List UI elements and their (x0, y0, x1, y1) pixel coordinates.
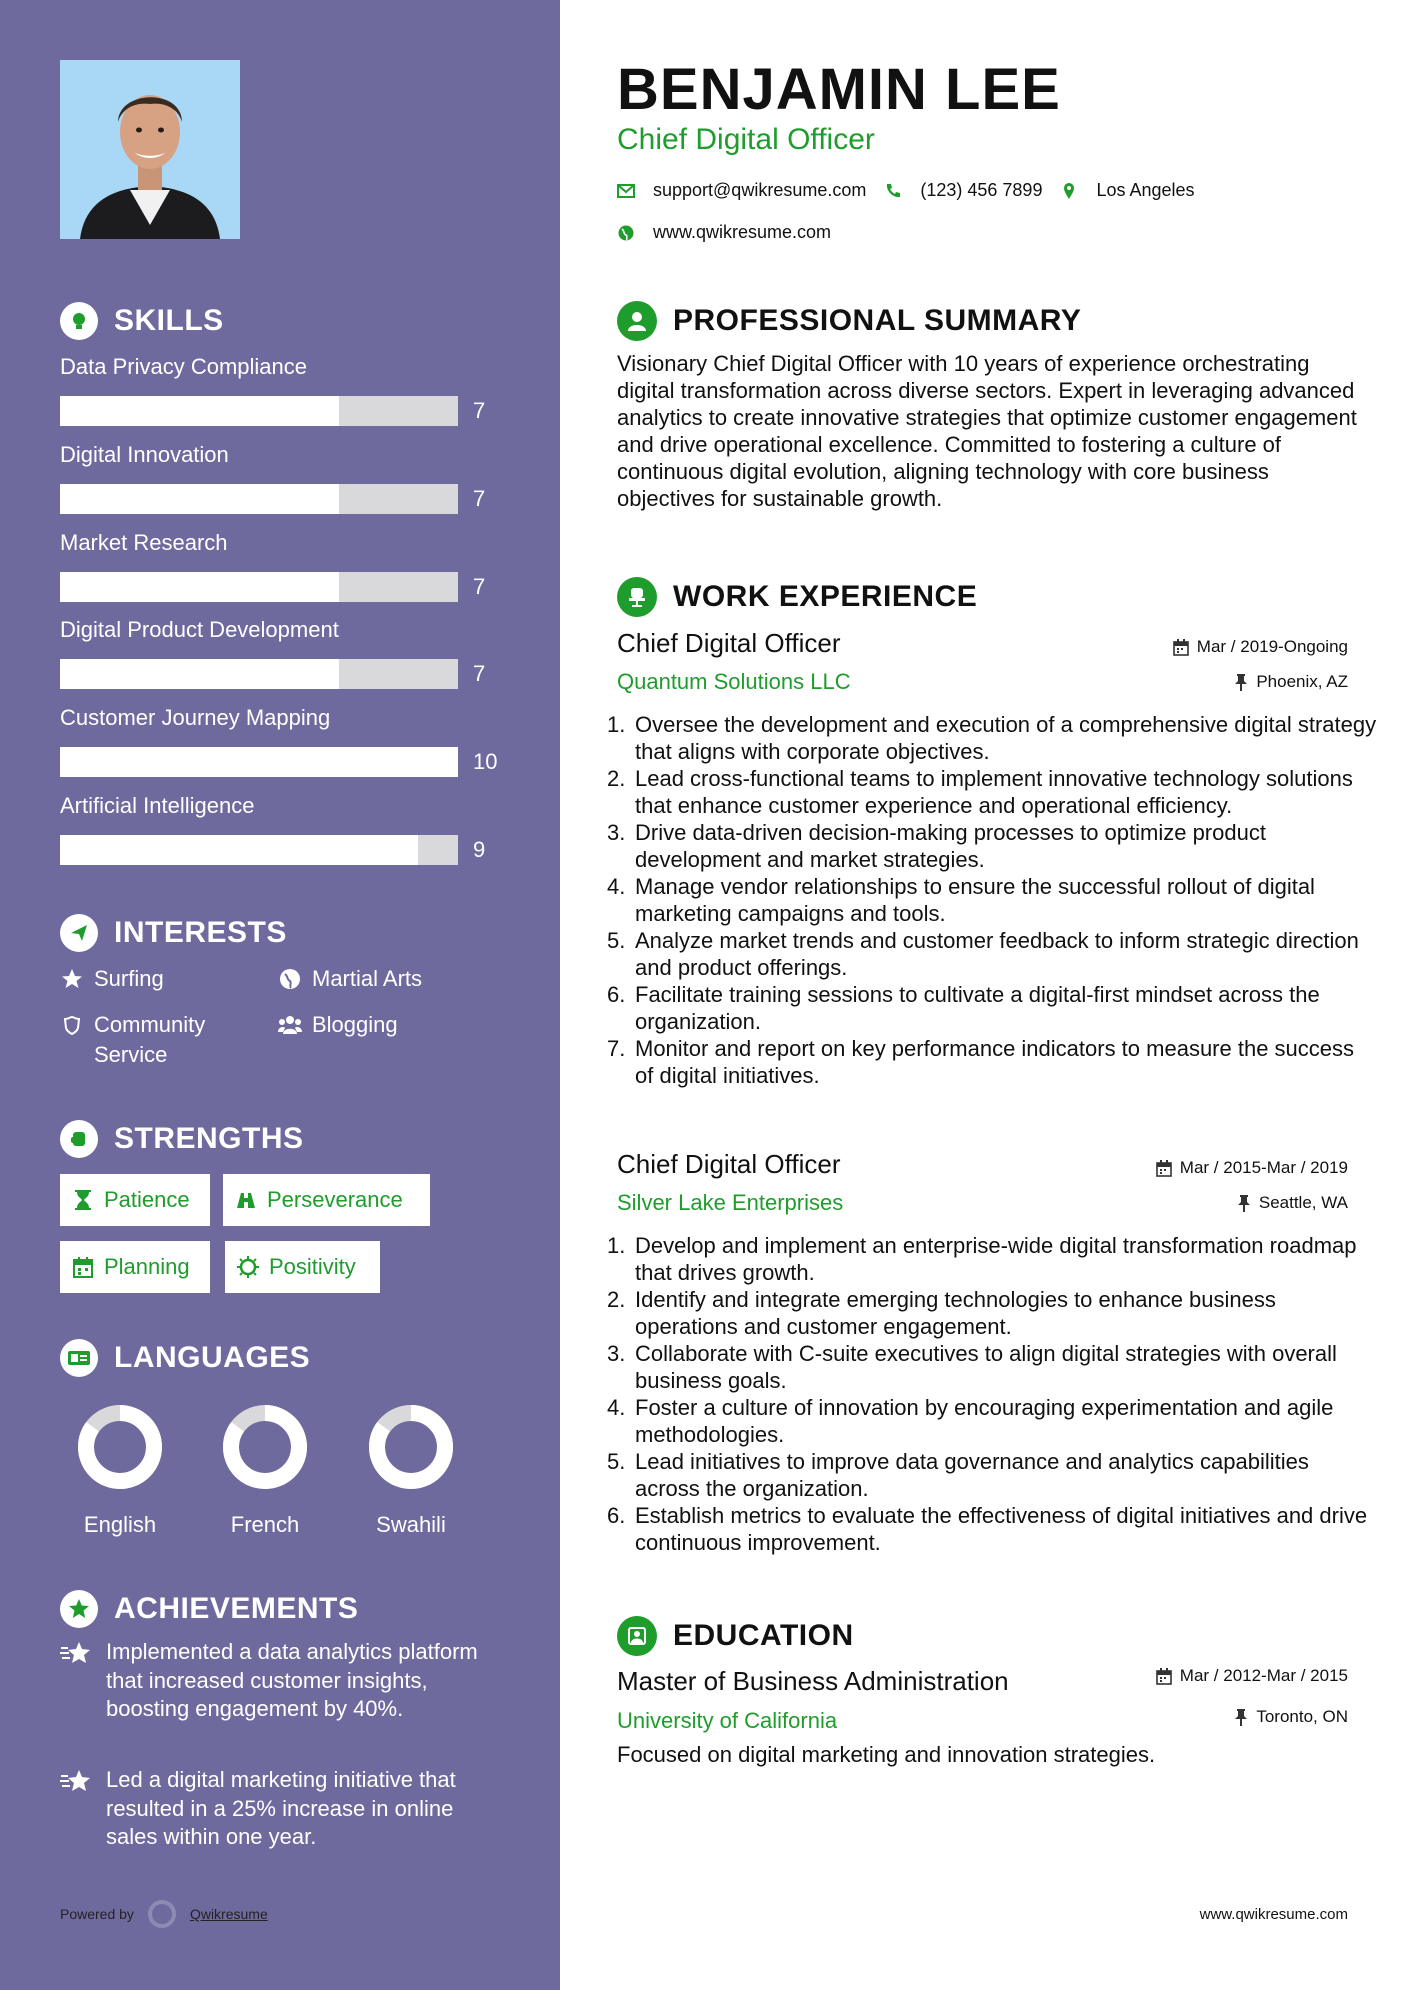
calendar-icon (72, 1256, 94, 1278)
powered-by-label: Powered by (60, 1906, 134, 1922)
education-school: University of California (617, 1708, 838, 1733)
achievement-text: Implemented a data analytics platform that increased customer insights, boosting engagement by 40%. (106, 1639, 478, 1721)
sun-icon (237, 1256, 259, 1278)
achievement-item (60, 1638, 500, 1724)
skill-value: 7 (473, 486, 486, 511)
duty-item (607, 981, 1377, 1035)
skill-item (60, 352, 500, 426)
interests-heading-text: INTERESTS (114, 916, 287, 949)
medal-star-icon (60, 1766, 92, 1852)
duty-text: Establish metrics to evaluate the effectiveness of digital initiatives and drive continuous improvement. (635, 1503, 1368, 1555)
language-level-ring (220, 1402, 310, 1492)
job-dates-text: Mar / 2019-Ongoing (1196, 637, 1348, 656)
duty-number: 1. (607, 1233, 626, 1258)
skill-item (60, 791, 500, 865)
experience-heading-text: WORK EXPERIENCE (673, 580, 978, 613)
skill-bar (60, 659, 500, 689)
shield-icon (60, 1010, 84, 1040)
experience-heading (617, 577, 977, 617)
skill-bar-track (60, 484, 458, 514)
job-location-text: Phoenix, AZ (1256, 672, 1348, 691)
job-dates (1173, 637, 1348, 657)
duty-text: Monitor and report on key performance indicators to measure the success of digital initiatives. (635, 1036, 1355, 1088)
briefcase-chair-icon (617, 577, 657, 617)
skill-bar (60, 835, 500, 865)
profile-photo (60, 60, 240, 239)
duty-number: 5. (607, 928, 626, 953)
job-title: Chief Digital Officer (617, 1149, 841, 1179)
contact-location: Los Angeles (1096, 180, 1195, 200)
duty-item (607, 1448, 1377, 1502)
duty-number: 6. (607, 982, 626, 1007)
strength-badge (60, 1241, 210, 1293)
globe-icon (617, 224, 635, 242)
map-pin-icon (1060, 182, 1078, 200)
job-location-text: Seattle, WA (1258, 1193, 1348, 1212)
interest-label: Community Service (94, 1012, 206, 1067)
duty-number: 6. (607, 1503, 626, 1528)
duty-text: Foster a culture of innovation by encouraging experimentation and agile methodologies. (635, 1395, 1334, 1447)
skill-item (60, 615, 500, 689)
interest-item (60, 964, 164, 994)
skill-item (60, 528, 500, 602)
duty-item (607, 1340, 1377, 1394)
skill-name: Market Research (60, 530, 228, 555)
duty-item (607, 873, 1377, 927)
job-location (1237, 1193, 1348, 1213)
strengths-heading-text: STRENGTHS (114, 1122, 304, 1155)
calendar-icon (1156, 1160, 1172, 1177)
skill-bar (60, 572, 500, 602)
skill-value: 7 (473, 574, 486, 599)
skill-bar-fill (60, 572, 339, 602)
languages-heading (60, 1339, 310, 1377)
duty-item (607, 1394, 1377, 1448)
duty-text: Facilitate training sessions to cultivate a digital-first mindset across the organization. (635, 982, 1320, 1034)
skill-value: 7 (473, 661, 486, 686)
duty-text: Analyze market trends and customer feedback to inform strategic direction and product offerings. (635, 928, 1359, 980)
education-heading (617, 1616, 854, 1656)
graduation-icon (617, 1616, 657, 1656)
skill-name: Data Privacy Compliance (60, 354, 307, 379)
calendar-icon (1156, 1668, 1172, 1685)
paper-plane-icon (60, 914, 98, 952)
skill-item (60, 703, 500, 777)
sidebar (0, 0, 560, 1990)
contact-phone[interactable]: (123) 456 7899 (920, 180, 1043, 200)
duty-item (607, 1232, 1377, 1286)
language-item (356, 1402, 466, 1538)
skills-heading (60, 302, 224, 340)
pushpin-icon (1234, 1708, 1248, 1726)
contact-website[interactable]: www.qwikresume.com (653, 222, 832, 242)
language-level-ring (75, 1402, 165, 1492)
duty-text: Lead cross-functional teams to implement innovative technology solutions that enhance customer experience and operational efficiency. (635, 766, 1353, 818)
calendar-icon (1173, 639, 1189, 656)
duty-text: Identify and integrate emerging technologies to enhance business operations and customer engagement. (635, 1287, 1276, 1339)
fist-icon (60, 1120, 98, 1158)
education-heading-text: EDUCATION (673, 1619, 854, 1652)
envelope-icon (617, 182, 635, 200)
skill-bar (60, 484, 500, 514)
skill-bar-track (60, 396, 458, 426)
duty-text: Lead initiatives to improve data governance and analytics capabilities across the organization. (635, 1449, 1309, 1501)
summary-heading-text: PROFESSIONAL SUMMARY (673, 304, 1082, 337)
powered-by (60, 1900, 268, 1928)
job-duties-list (607, 711, 1377, 1089)
achievement-item (60, 1766, 500, 1852)
duty-number: 2. (607, 1287, 626, 1312)
award-star-icon (60, 1590, 98, 1628)
medal-star-icon (60, 1638, 92, 1724)
interest-label: Martial Arts (312, 966, 423, 991)
pushpin-icon (1234, 673, 1248, 691)
skill-name: Customer Journey Mapping (60, 705, 331, 730)
skill-bar-track (60, 572, 458, 602)
language-level-ring (366, 1402, 456, 1492)
education-dates (1156, 1666, 1348, 1686)
contact-email[interactable]: support@qwikresume.com (653, 180, 867, 200)
language-name: French (230, 1512, 300, 1537)
globe-icon (278, 964, 302, 994)
interest-label: Blogging (312, 1012, 398, 1037)
job-company: Silver Lake Enterprises (617, 1190, 844, 1215)
strength-badge (60, 1174, 210, 1226)
duty-item (607, 1502, 1377, 1556)
skill-name: Digital Innovation (60, 442, 229, 467)
skill-bar-track (60, 835, 458, 865)
languages-heading-text: LANGUAGES (114, 1341, 311, 1374)
language-name: Swahili (376, 1512, 446, 1537)
summary-text: Visionary Chief Digital Officer with 10 years of experience orchestrating digital transformation across diverse sectors. Expert in leveraging advanced analytics to create innovative strategies that optimize customer engagement and drive operational excellence. Committed to fostering a culture of continuous digital evolution, aligning technology with core business objectives for sustainable growth. (617, 351, 1357, 511)
duty-text: Collaborate with C-suite executives to align digital strategies with overall business goals. (635, 1341, 1337, 1393)
binoculars-icon (235, 1189, 257, 1211)
achievements-heading (60, 1590, 358, 1628)
skill-bar-fill (60, 659, 339, 689)
footer-url[interactable]: www.qwikresume.com (1199, 1906, 1348, 1923)
duty-text: Manage vendor relationships to ensure the successful rollout of digital marketing campaigns and tools. (635, 874, 1315, 926)
duty-text: Oversee the development and execution of a comprehensive digital strategy that aligns with corporate objectives. (635, 712, 1377, 764)
skill-value: 7 (473, 398, 486, 423)
interest-label: Surfing (94, 966, 164, 991)
lightbulb-icon (60, 302, 98, 340)
job-location (1234, 672, 1348, 692)
strength-label: Positivity (269, 1254, 356, 1279)
person-title: Chief Digital Officer (617, 123, 875, 156)
duty-text: Develop and implement an enterprise-wide digital transformation roadmap that drives growth. (635, 1233, 1357, 1285)
language-item (210, 1402, 320, 1538)
education-description: Focused on digital marketing and innovation strategies. (617, 1742, 1156, 1767)
duty-item (607, 1286, 1377, 1340)
duty-number: 2. (607, 766, 626, 791)
job-duties-list (607, 1232, 1377, 1556)
duty-number: 4. (607, 874, 626, 899)
duty-number: 4. (607, 1395, 626, 1420)
users-icon (278, 1010, 302, 1040)
duty-item (607, 819, 1377, 873)
phone-icon (884, 182, 902, 200)
user-icon (617, 301, 657, 341)
contact-row (617, 180, 1195, 201)
job-title: Chief Digital Officer (617, 628, 841, 658)
qwikresume-logo-icon (148, 1900, 176, 1928)
strength-label: Perseverance (267, 1187, 403, 1212)
interests-heading (60, 914, 287, 952)
strengths-heading (60, 1120, 304, 1158)
person-name: BENJAMIN LEE (617, 57, 1061, 122)
education-degree: Master of Business Administration (617, 1666, 1009, 1696)
job-company: Quantum Solutions LLC (617, 669, 851, 694)
skill-name: Artificial Intelligence (60, 793, 255, 818)
skill-bar (60, 396, 500, 426)
star-icon (60, 964, 84, 994)
skill-value: 10 (473, 749, 498, 774)
achievements-heading-text: ACHIEVEMENTS (114, 1592, 359, 1625)
strength-badge (223, 1174, 430, 1226)
skill-bar-fill (60, 747, 458, 777)
pushpin-icon (1237, 1194, 1251, 1212)
strength-label: Patience (104, 1187, 190, 1212)
skill-bar-track (60, 659, 458, 689)
language-name: English (83, 1512, 157, 1537)
duty-number: 7. (607, 1036, 626, 1061)
strength-badge (225, 1241, 380, 1293)
main-content (560, 0, 1407, 1990)
duty-item (607, 765, 1377, 819)
language-item (65, 1402, 175, 1538)
skill-bar-fill (60, 835, 418, 865)
contact-row (617, 222, 831, 243)
skills-heading-text: SKILLS (114, 304, 224, 337)
achievement-text: Led a digital marketing initiative that resulted in a 25% increase in online sales within one year. (106, 1767, 456, 1849)
strength-label: Planning (104, 1254, 190, 1279)
skill-bar-fill (60, 396, 339, 426)
duty-number: 5. (607, 1449, 626, 1474)
duty-item (607, 1035, 1377, 1089)
skill-item (60, 440, 500, 514)
duty-item (607, 711, 1377, 765)
duty-number: 3. (607, 1341, 626, 1366)
interest-item (278, 1010, 398, 1040)
skill-name: Digital Product Development (60, 617, 339, 642)
education-location (1234, 1707, 1348, 1727)
duty-number: 1. (607, 712, 626, 737)
summary-heading (617, 301, 1081, 341)
skill-bar-track (60, 747, 458, 777)
education-location-text: Toronto, ON (1256, 1707, 1348, 1726)
job-dates (1156, 1158, 1348, 1178)
skill-bar (60, 747, 500, 777)
language-icon (60, 1339, 98, 1377)
skill-value: 9 (473, 837, 486, 862)
interest-item (60, 1010, 230, 1070)
skill-bar-fill (60, 484, 339, 514)
education-dates-text: Mar / 2012-Mar / 2015 (1179, 1666, 1348, 1685)
duty-number: 3. (607, 820, 626, 845)
duty-text: Drive data-driven decision-making processes to optimize product development and market strategies. (635, 820, 1266, 872)
interest-item (278, 964, 422, 994)
qwikresume-link[interactable]: Qwikresume (189, 1906, 268, 1922)
duty-item (607, 927, 1377, 981)
hourglass-icon (72, 1189, 94, 1211)
job-dates-text: Mar / 2015-Mar / 2019 (1179, 1158, 1348, 1177)
